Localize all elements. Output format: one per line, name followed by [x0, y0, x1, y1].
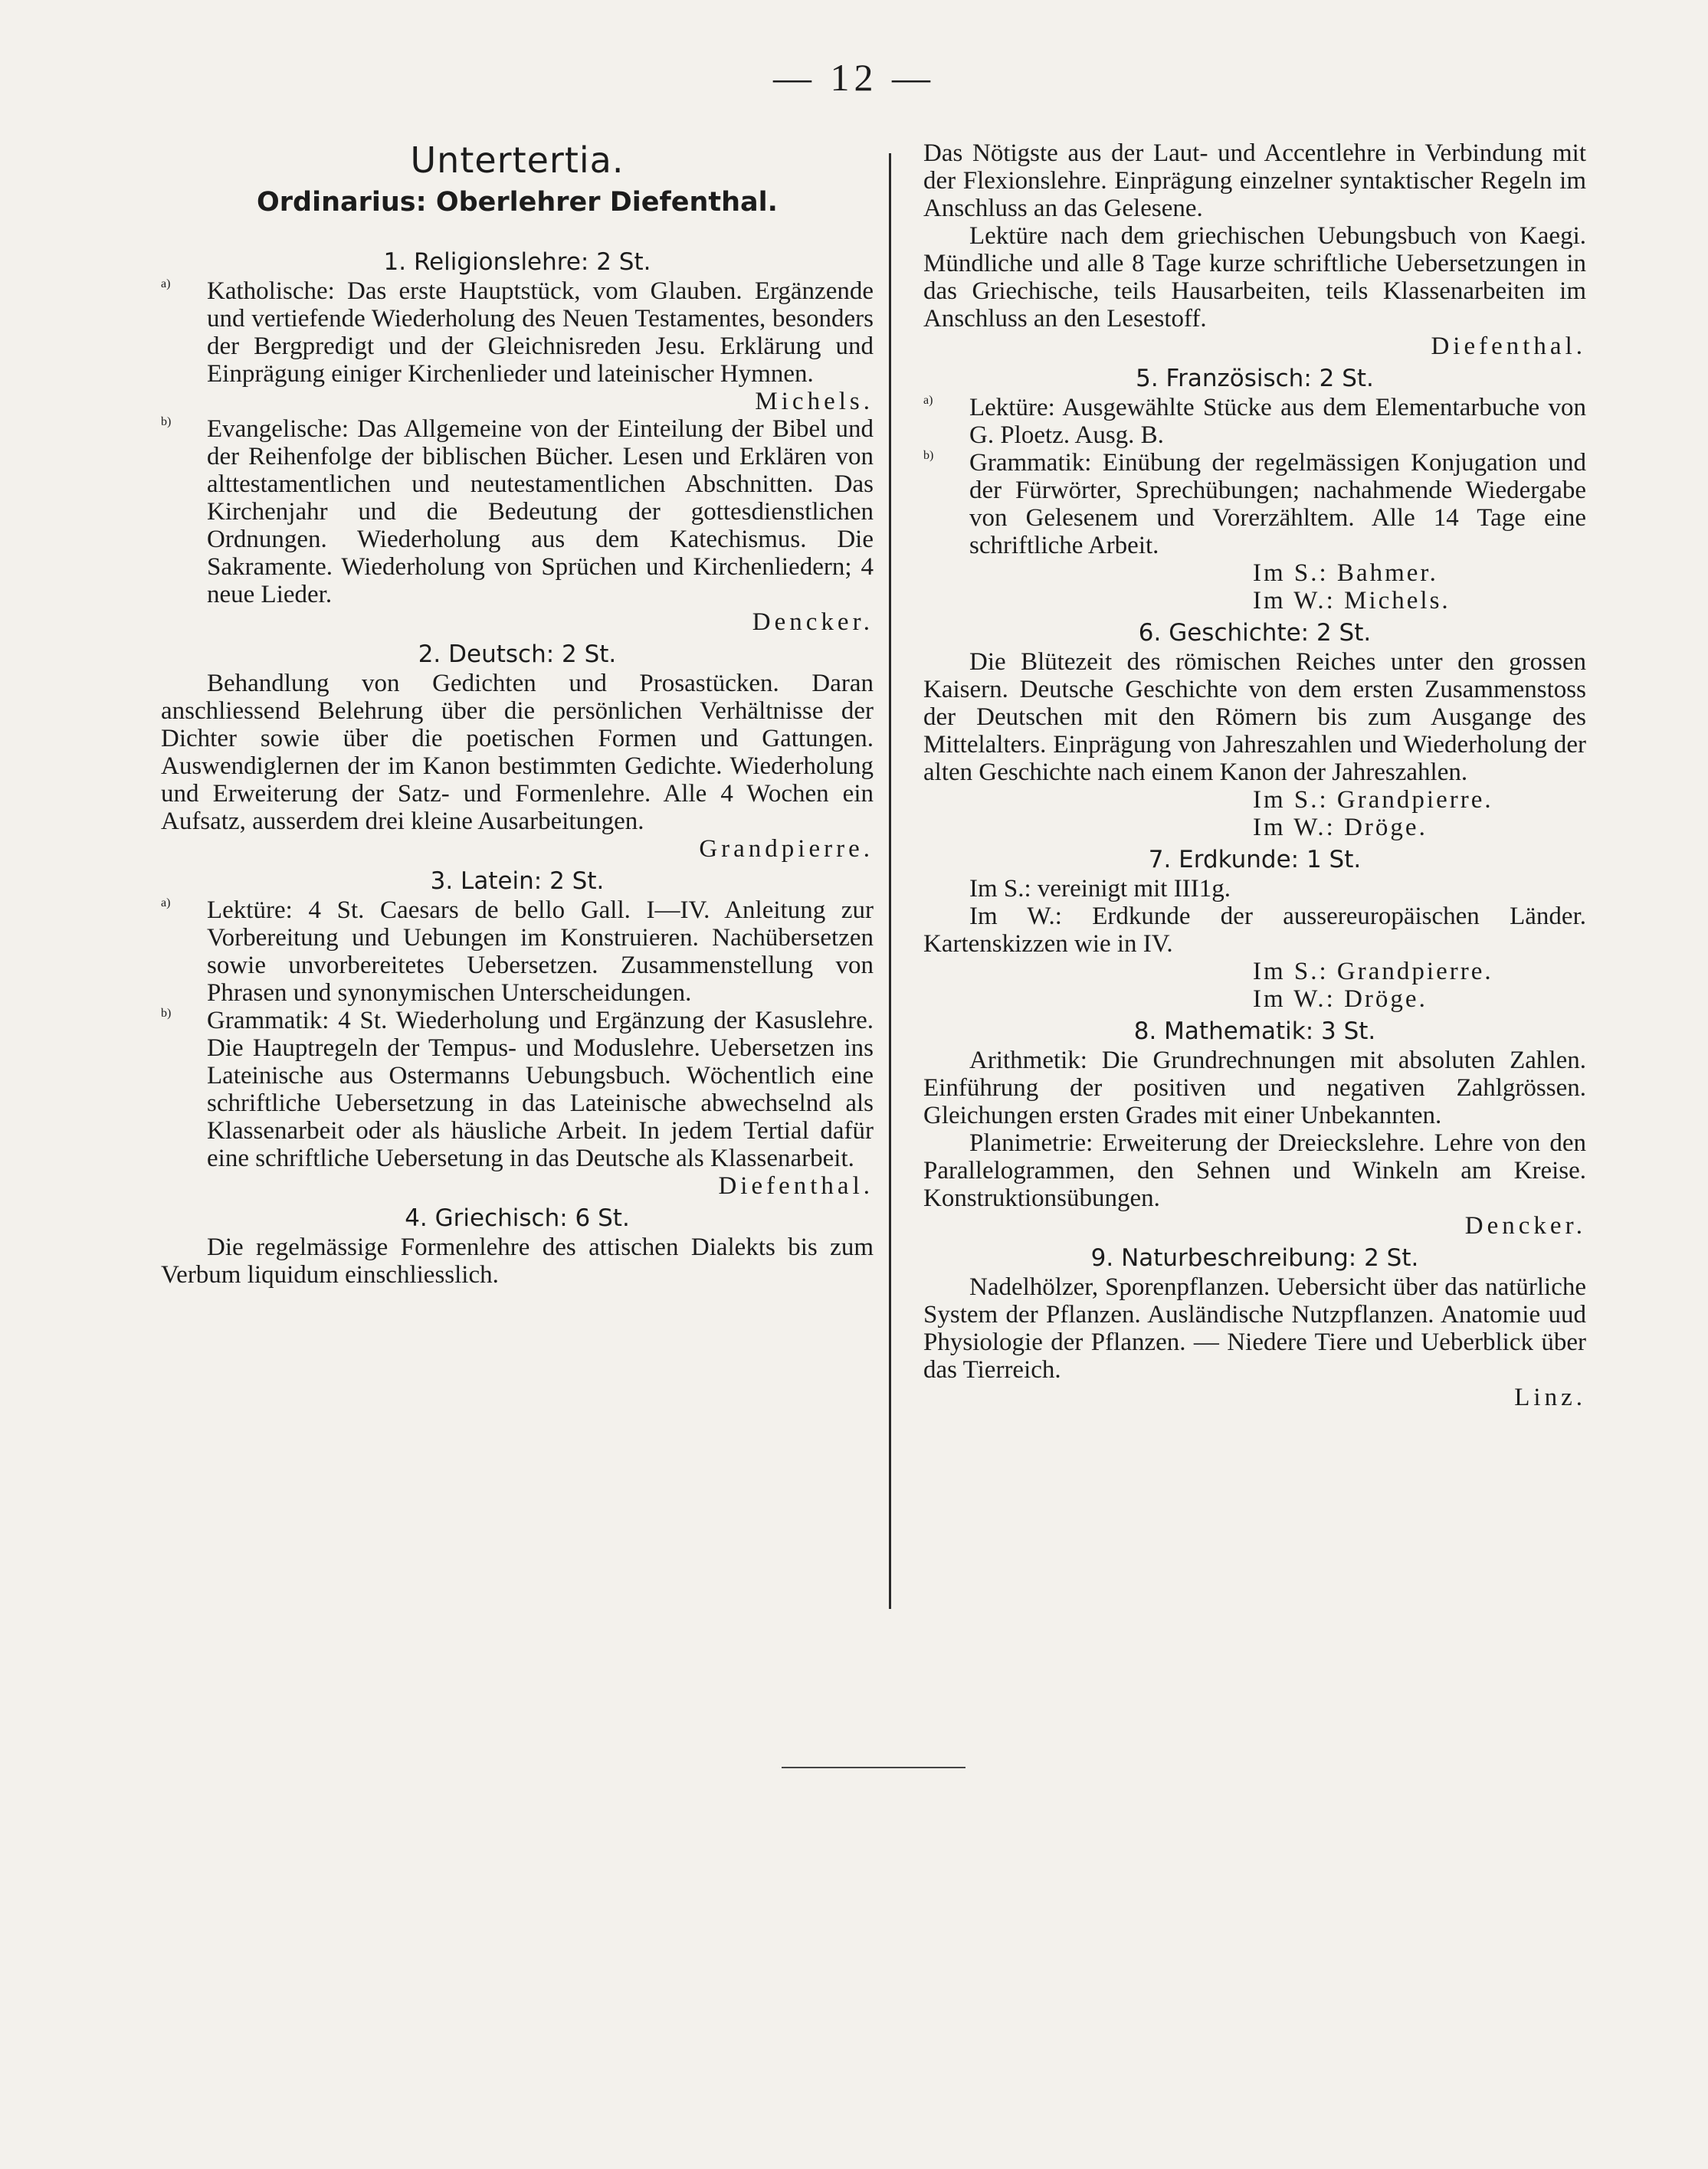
teacher-name: Diefenthal.	[1431, 333, 1586, 360]
latin-reading	[161, 896, 874, 1007]
latin-grammar	[161, 1007, 874, 1172]
french-grammar	[923, 449, 1586, 559]
teacher-name: Dencker.	[752, 608, 874, 636]
section-history-heading: 6. Geschichte: 2 St.	[1138, 619, 1372, 647]
teacher-name: Linz.	[1514, 1384, 1586, 1411]
teacher-winter: Im W.: Dröge.	[1253, 985, 1428, 1013]
teacher-winter: Im W.: Dröge.	[1253, 814, 1428, 841]
planimetry-text: Planimetrie: Erweiterung der Dreieckslehre. Lehre von den Parallelogrammen, den Sehnen und Winkeln am Kreise. Konstruktionsübungen.	[923, 1129, 1586, 1212]
teacher-summer: Im S.: Bahmer.	[1253, 559, 1438, 587]
item-label: b)	[923, 449, 934, 462]
religion-protestant-text: Evangelische: Das Allgemeine von der Einteilung der Bibel und der Reihenfolge der biblischen Bücher. Lesen und Erklären von alttestamentlichen und neutestamentlichen Abschnitten. Das Kirchenjahr und die Bedeutung der gottesdienstlichen Ordnungen. Wiederholung aus dem Katechismus. Die Sakramente. Wiederholung von Sprüchen und Kirchenliedern; 4 neue Lieder.	[207, 415, 874, 608]
column-divider	[889, 153, 891, 1609]
greek-continued-text: Das Nötigste aus der Laut- und Accentlehre in Verbindung mit der Flexionslehre. Einprägung einzelner syntaktischer Regeln im Anschluss an das Gelesene.	[923, 139, 1586, 222]
page-title: Untertertia.	[410, 139, 625, 181]
item-label: b)	[161, 1007, 172, 1020]
section-latin-heading: 3. Latein: 2 St.	[430, 867, 605, 895]
teacher-summer: Im S.: Grandpierre.	[1253, 786, 1493, 814]
section-german-heading: 2. Deutsch: 2 St.	[418, 641, 617, 668]
greek-reading-text: Lektüre nach dem griechischen Uebungsbuch von Kaegi. Mündliche und alle 8 Tage kurze schriftliche Uebersetzungen in das Griechische, teils Hausarbeiten, teils Klassenarbeiten im Anschluss an den Lesestoff.	[923, 222, 1586, 333]
section-natural-history-heading: 9. Naturbeschreibung: 2 St.	[1090, 1244, 1419, 1272]
geography-winter-text: Im W.: Erdkunde der aussereuropäischen Länder. Kartenskizzen wie in IV.	[923, 903, 1586, 958]
teacher-winter: Im W.: Michels.	[1253, 587, 1451, 614]
right-column	[923, 139, 1586, 1411]
french-reading-text: Lektüre: Ausgewählte Stücke aus dem Elementarbuche von G. Ploetz. Ausg. B.	[969, 394, 1586, 449]
section-geography-heading: 7. Erdkunde: 1 St.	[1148, 846, 1362, 873]
natural-history-text: Nadelhölzer, Sporenpflanzen. Uebersicht über das natürliche System der Pflanzen. Ausländische Nutzpflanzen. Anatomie uud Physiologie der Pflanzen. — Niedere Tiere und Ueberblick über das Tierreich.	[923, 1273, 1586, 1384]
geography-summer-text: Im S.: vereinigt mit III1g.	[969, 875, 1231, 903]
religion-protestant	[161, 415, 874, 608]
section-religion-heading: 1. Religionslehre: 2 St.	[383, 248, 651, 276]
page-number: — 12 —	[773, 56, 935, 99]
teacher-name: Diefenthal.	[718, 1172, 874, 1200]
section-mathematics-heading: 8. Mathematik: 3 St.	[1133, 1017, 1376, 1045]
arithmetic-text: Arithmetik: Die Grundrechnungen mit absoluten Zahlen. Einführung der positiven und negativen Zahlgrössen. Gleichungen ersten Grades mit einer Unbekannten.	[923, 1047, 1586, 1129]
latin-grammar-text: Grammatik: 4 St. Wiederholung und Ergänzung der Kasuslehre. Die Hauptregeln der Tempus- und Moduslehre. Uebersetzen ins Lateinische aus Ostermanns Uebungsbuch. Wöchentlich eine schriftliche Uebersetzung in das Lateinische abwechselnd als Klassenarbeit oder als häusliche Arbeit. In jedem Tertial dafür eine schriftliche Uebersetung in das Deutsche als Klassenarbeit.	[207, 1007, 874, 1172]
french-reading	[923, 394, 1586, 449]
teacher-name: Dencker.	[1464, 1212, 1586, 1240]
latin-reading-text: Lektüre: 4 St. Caesars de bello Gall. I—IV. Anleitung zur Vorbereitung und Uebungen im Konstruieren. Nachübersetzen sowie unvorbereitetes Uebersetzen. Zusammenstellung von Phrasen und synonymischen Unterscheidungen.	[207, 896, 874, 1007]
left-column	[161, 139, 874, 1289]
religion-catholic	[161, 277, 874, 388]
german-text: Behandlung von Gedichten und Prosastücken. Daran anschliessend Belehrung über die persönlichen Verhältnisse der Dichter sowie über die poetischen Formen und Gattungen. Auswendiglernen der im Kanon bestimmten Gedichte. Wiederholung und Erweiterung der Satz- und Formenlehre. Alle 4 Wochen ein Aufsatz, ausserdem drei kleine Ausarbeitungen.	[161, 670, 874, 835]
history-text: Die Blütezeit des römischen Reiches unter den grossen Kaisern. Deutsche Geschichte von dem ersten Zusammenstoss der Deutschen mit den Römern bis zum Ausgange des Mittelalters. Einprägung von Jahreszahlen und Wiederholung der alten Geschichte nach einem Kanon der Jahreszahlen.	[923, 648, 1586, 786]
teacher-summer: Im S.: Grandpierre.	[1253, 958, 1493, 985]
ordinarius-line: Ordinarius: Oberlehrer Diefenthal.	[257, 187, 778, 218]
item-label: a)	[161, 277, 171, 290]
item-label: b)	[161, 415, 172, 428]
teacher-name: Michels.	[755, 388, 874, 415]
end-rule	[782, 1767, 965, 1768]
french-grammar-text: Grammatik: Einübung der regelmässigen Konjugation und der Fürwörter, Sprechübungen; nachahmende Wiedergabe von Gelesenem und Vorerzähltem. Alle 14 Tage eine schriftliche Arbeit.	[969, 449, 1586, 559]
item-label: a)	[923, 394, 933, 407]
item-label: a)	[161, 896, 171, 909]
section-greek-heading: 4. Griechisch: 6 St.	[405, 1204, 630, 1232]
greek-text: Die regelmässige Formenlehre des attischen Dialekts bis zum Verbum liquidum einschliesslich.	[161, 1234, 874, 1289]
teacher-name: Grandpierre.	[699, 835, 874, 863]
religion-catholic-text: Katholische: Das erste Hauptstück, vom Glauben. Ergänzende und vertiefende Wiederholung des Neuen Testamentes, besonders der Bergpredigt und der Gleichnisreden Jesu. Erklärung und Einprägung einiger Kirchenlieder und lateinischer Hymnen.	[207, 277, 874, 388]
section-french-heading: 5. Französisch: 2 St.	[1136, 365, 1374, 392]
